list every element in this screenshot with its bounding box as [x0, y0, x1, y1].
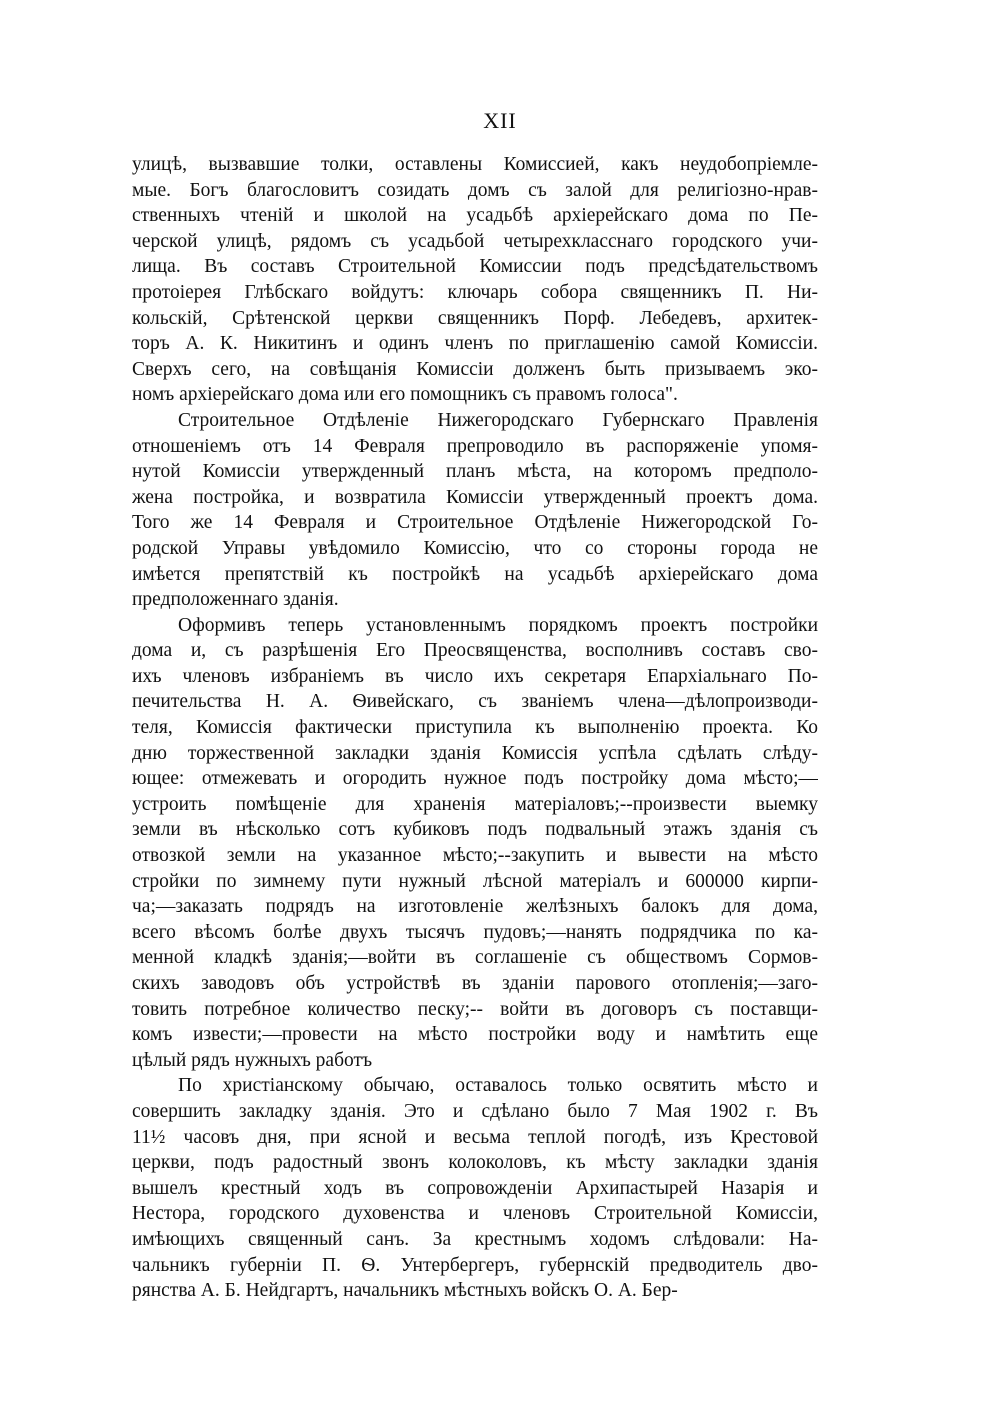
text-line: протоіерея Глѣбскаго войдутъ: ключарь собора священникъ П. Ни- — [132, 281, 818, 303]
text-line: всего вѣсомъ болѣе двухъ тысячъ пудовъ;—нанять подрядчика по ка- — [132, 921, 818, 943]
text-line: черской улицѣ, рядомъ съ усадьбой четырехкласснаго городского учи- — [132, 230, 818, 252]
text-line: скихъ заводовъ объ устройствѣ въ зданіи парового отопленія;—заго- — [132, 973, 818, 994]
paragraph — [132, 152, 818, 408]
text-line: предположеннаго зданія. — [132, 589, 339, 611]
text-line: устроить помѣщеніе для храненія матеріаловъ;--произвести выемку — [132, 793, 818, 815]
text-line: торъ А. К. Никитинъ и одинъ членъ по приглашенію самой Комиссіи. — [132, 333, 818, 355]
text-line: дню торжественной закладки зданія Комиссія успѣла сдѣлать слѣду- — [132, 742, 818, 764]
text-line: отвозкой земли на указанное мѣсто;--закупить и вывести на мѣсто — [132, 845, 818, 867]
text-line: совершить закладку зданія. Это и сдѣлано было 7 Мая 1902 г. Въ — [132, 1100, 818, 1122]
text-line: Сверхъ сего, на совѣщанія Комиссіи долженъ быть призываемъ эко- — [132, 358, 818, 380]
text-line: имѣется препятствій къ постройкѣ на усадьбѣ архіерейскаго дома — [132, 563, 818, 585]
text-line: стройки по зимнему пути нужный лѣсной матеріалъ и 600000 кирпи- — [132, 870, 818, 892]
paragraph — [132, 408, 818, 613]
paragraph — [132, 613, 818, 1074]
text-line: Нестора, городского духовенства и членовъ Строительной Комиссіи, — [132, 1203, 818, 1225]
text-line: родской Управы увѣдомило Комиссію, что со стороны города не — [132, 537, 818, 559]
text-line: ющее: отмежевать и огородить нужное подъ постройку дома мѣсто;— — [132, 768, 818, 790]
text-line: товить потребное количество песку;-- войти въ договоръ съ поставщи- — [132, 998, 818, 1020]
text-line: комъ извести;—провести на мѣсто постройки воду и намѣтить еще — [132, 1024, 818, 1046]
text-line: дома и, съ разрѣшенія Его Преосвященства, восполнивъ составъ сво- — [132, 640, 818, 662]
text-line: ственныхъ чтеній и школой на усадьбѣ архіерейскаго дома по Пе- — [132, 205, 818, 227]
text-line: цѣлый рядъ нужныхъ работъ — [132, 1049, 373, 1071]
text-line: ча;—заказать подрядъ на изготовленіе желѣзныхъ балокъ для дома, — [132, 896, 818, 918]
text-line: рянства А. Б. Нейдгартъ, начальникъ мѣстныхъ войскъ О. А. Бер- — [132, 1280, 678, 1302]
text-line: отношеніемъ отъ 14 Февраля препроводило въ распоряженіе упомя- — [132, 435, 818, 457]
text-line: теля, Комиссія фактически приступила къ выполненію проекта. Ко — [132, 717, 818, 739]
text-line: Оформивъ теперь установленнымъ порядкомъ проектъ постройки — [178, 614, 818, 636]
text-line: имѣющихъ священный санъ. За крестнымъ ходомъ слѣдовали: На- — [132, 1228, 818, 1250]
text-line: вышелъ крестный ходъ въ сопровожденіи Архипастырей Назарія и — [132, 1177, 818, 1199]
paragraph — [132, 1073, 818, 1303]
text-line: кольскій, Срѣтенской церкви священникъ Порф. Лебедевъ, архитек- — [132, 307, 818, 329]
text-line: чальникъ губерніи П. Ѳ. Унтербергеръ, губернскій предводитель дво- — [132, 1254, 818, 1276]
text-line: Строительное Отдѣленіе Нижегородскаго Губернскаго Правленія — [178, 409, 818, 431]
text-line: ихъ членовъ избраніемъ въ число ихъ секретаря Епархіальнаго По- — [132, 665, 818, 687]
text-line: 11½ часовъ дня, при ясной и весьма теплой погодѣ, изъ Крестовой — [132, 1126, 818, 1148]
text-line: печительства Н. А. Ѳивейскаго, съ званіемъ члена—дѣлопроизводи- — [132, 691, 818, 713]
text-line: Того же 14 Февраля и Строительное Отдѣленіе Нижегородской Го- — [132, 512, 818, 534]
text-line: жена постройка, и возвратила Комиссіи утвержденный проектъ дома. — [132, 486, 818, 508]
body-text — [132, 152, 818, 1304]
text-line: лища. Въ составъ Строительной Комиссии подъ предсѣдательствомъ — [132, 256, 818, 278]
text-line: мые. Богъ благословитъ созидать домъ съ залой для религіозно-нрав- — [132, 179, 818, 201]
text-line: нутой Комиссіи утвержденный планъ мѣста, на которомъ предполо- — [132, 461, 818, 483]
text-line: церкви, подъ радостный звонъ колоколовъ, къ мѣсту закладки зданія — [132, 1152, 818, 1174]
text-line: По христіанскому обычаю, оставалось только освятить мѣсто и — [178, 1075, 818, 1097]
page-number: XII — [483, 108, 517, 133]
text-line: земли въ нѣсколько сотъ кубиковъ подъ подвальный этажъ зданія съ — [132, 819, 818, 841]
text-line: менной кладкѣ зданія;—войти въ соглашеніе съ обществомъ Сормов- — [132, 947, 818, 969]
text-line: улицѣ, вызвавшие толки, оставлены Комиссией, какъ неудобопріемле- — [132, 154, 818, 175]
text-line: номъ архіерейскаго дома или его помощникъ съ правомъ голоса". — [132, 384, 678, 406]
